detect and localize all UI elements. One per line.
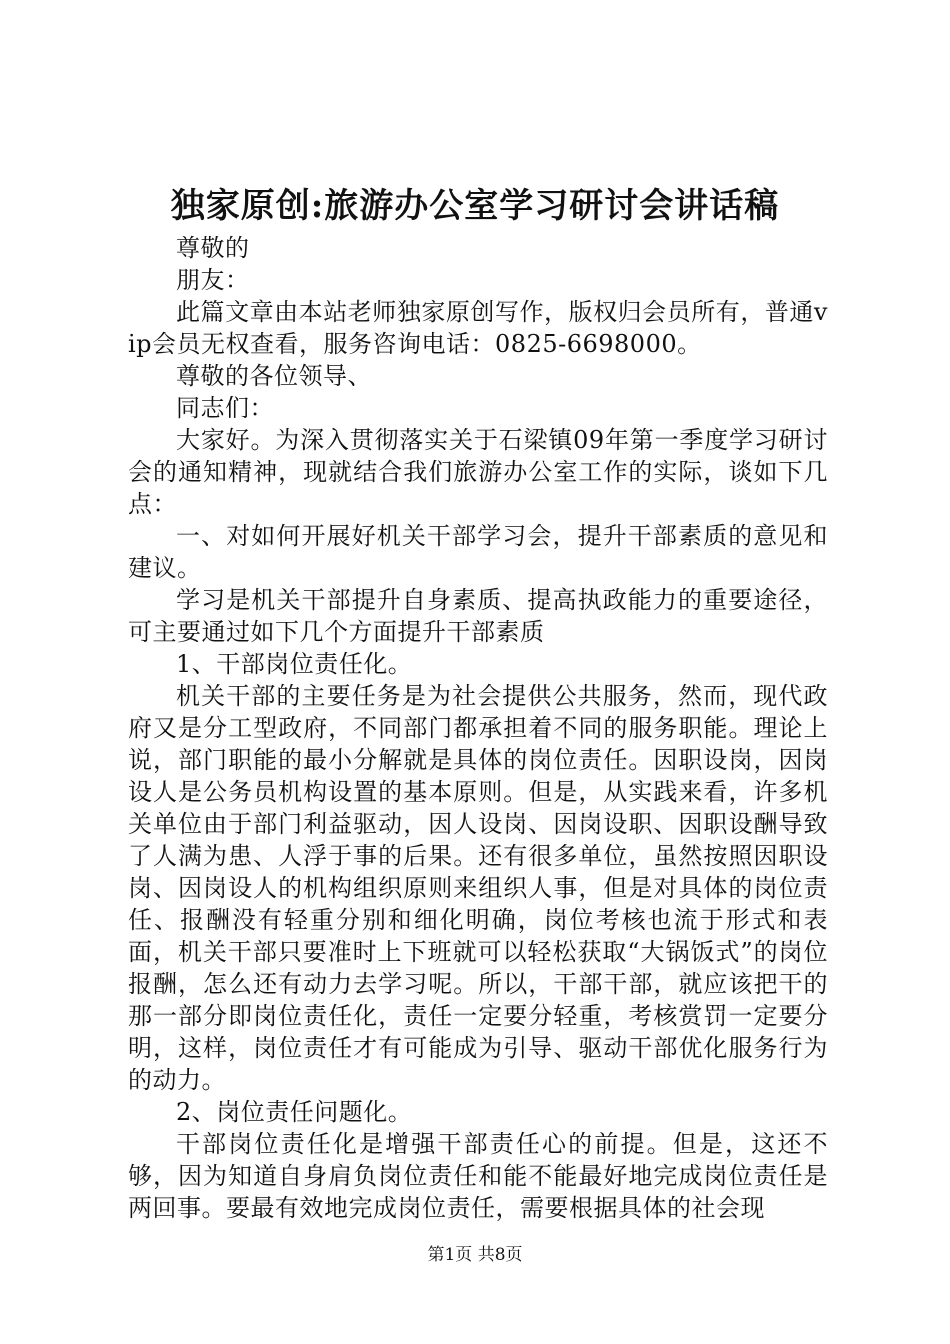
page-number: 第1页 共8页 (427, 1245, 523, 1265)
paragraph: 2、岗位责任问题化。 (176, 1098, 413, 1126)
paragraph: 尊敬的各位领导、 (176, 362, 372, 390)
paragraph: 学习是机关干部提升自身素质、提高执政能力的重要途径，可主要通过如下几个方面提升干部素质 (128, 586, 828, 646)
paragraph: 1、干部岗位责任化。 (176, 650, 413, 678)
paragraph: 同志们： (176, 394, 274, 422)
paragraph: 朋友： (176, 266, 250, 294)
paragraph: 干部岗位责任化是增强干部责任心的前提。但是，这还不够，因为知道自身肩负岗位责任和能不能最好地完成岗位责任是两回事。要最有效地完成岗位责任，需要根据具体的社会现 (128, 1130, 828, 1222)
paragraph: 尊敬的 (176, 234, 250, 262)
paragraph: 大家好。为深入贯彻落实关于石梁镇09年第一季度学习研讨会的通知精神，现就结合我们旅游办公室工作的实际，谈如下几点： (128, 426, 828, 518)
document-title: 独家原创:旅游办公室学习研讨会讲话稿 (170, 186, 780, 226)
document-body (128, 232, 828, 1224)
paragraph: 此篇文章由本站老师独家原创写作，版权归会员所有，普通vip会员无权查看，服务咨询电话：0825-6698000。 (128, 298, 828, 358)
paragraph: 机关干部的主要任务是为社会提供公共服务，然而，现代政府又是分工型政府，不同部门都承担着不同的服务职能。理论上说，部门职能的最小分解就是具体的岗位责任。因职设岗，因岗设人是公务员机构设置的基本原则。但是，从实践来看，许多机关单位由于部门利益驱动，因人设岗、因岗设职、因职设酬导致了人满为患、人浮于事的后果。还有很多单位，虽然按照因职设岗、因岗设人的机构组织原则来组织人事，但是对具体的岗位责任、报酬没有轻重分别和细化明确，岗位考核也流于形式和表面，机关干部只要准时上下班就可以轻松获取“大锅饭式”的岗位报酬，怎么还有动力去学习呢。所以，干部干部，就应该把干的那一部分即岗位责任化，责任一定要分轻重，考核赏罚一定要分明，这样，岗位责任才有可能成为引导、驱动干部优化服务行为的动力。 (128, 682, 828, 1094)
paragraph: 一、对如何开展好机关干部学习会，提升干部素质的意见和建议。 (128, 522, 828, 582)
